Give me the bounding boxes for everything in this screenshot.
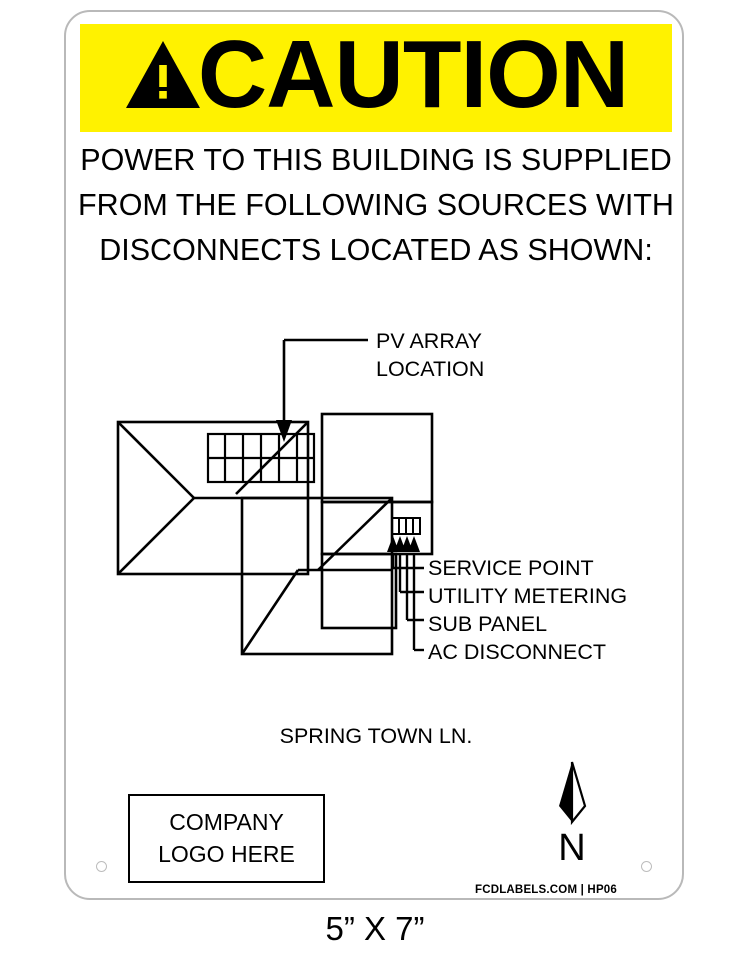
logo-box-line-2: LOGO HERE [158,840,295,867]
mounting-hole-bottom-left [96,861,107,872]
logo-box-line-1: COMPANY [169,808,284,835]
footer-credit: FCDLABELS.COM | HP06 [474,884,618,896]
caution-word: CAUTION [197,24,629,129]
headline-block [76,138,676,272]
north-letter: N [558,827,586,869]
callout-label-2: UTILITY METERING [428,584,628,608]
callout-label-3: SUB PANEL [428,612,548,636]
dimension-caption: 5” X 7” [325,910,425,947]
caution-banner [80,24,672,132]
company-logo-box [128,794,325,883]
headline-line-2: FROM THE FOLLOWING SOURCES WITH [78,187,674,222]
north-arrow [532,760,612,872]
site-plan-diagram [76,302,676,722]
street-label: SPRING TOWN LN. [279,724,473,748]
caution-sign-plate [64,10,684,900]
callout-label-4: AC DISCONNECT [428,640,606,664]
headline-line-3: DISCONNECTS LOCATED AS SHOWN: [99,232,653,267]
headline-line-1: POWER TO THIS BUILDING IS SUPPLIED [80,143,672,177]
pv-label-line-2: LOCATION [376,357,485,381]
alert-triangle-icon [124,39,202,111]
pv-label-line-1: PV ARRAY [376,329,482,353]
callout-label-1: SERVICE POINT [428,556,594,580]
mounting-hole-bottom-right [641,861,652,872]
north-arrow-icon [532,760,612,828]
